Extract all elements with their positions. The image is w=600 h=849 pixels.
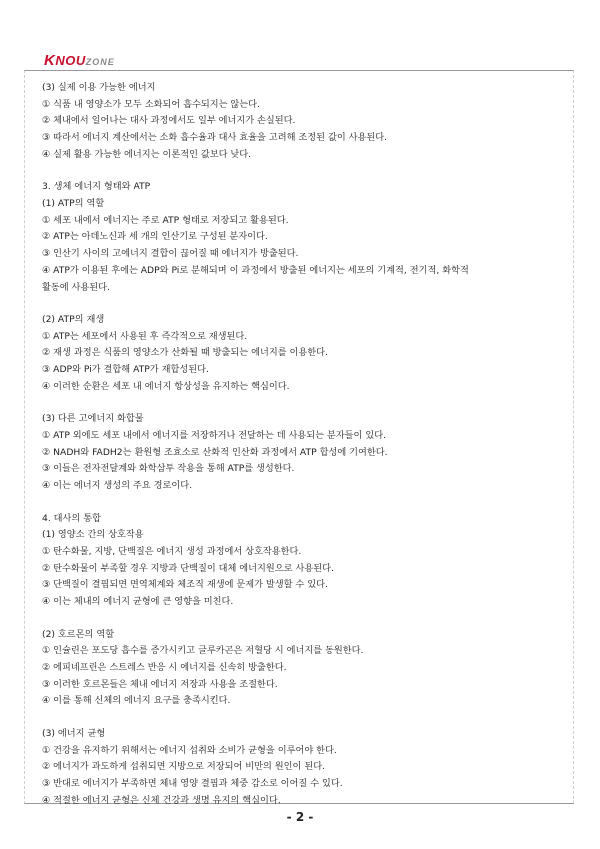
- text-line: ④ 이는 체내의 에너지 균형에 큰 영향을 미친다.: [42, 596, 234, 608]
- page-number: - 2 -: [286, 810, 314, 824]
- text-line: ③ ADP와 Pi가 결합해 ATP가 재합성된다.: [42, 364, 209, 376]
- text-line: ③ 반대로 에너지가 부족하면 체내 영양 결핍과 체중 감소로 이어질 수 있다.: [42, 778, 343, 790]
- paragraph-gap: [42, 164, 562, 180]
- text-line: ② 체내에서 일어나는 대사 과정에서도 일부 에너지가 손실된다.: [42, 115, 296, 127]
- text-line: 4. 대사의 통합: [42, 512, 101, 524]
- text-line: ④ ATP가 이용된 후에는 ADP와 Pi로 분해되며 이 과정에서 방출된 에너지는 세포의 기계적, 전기적, 화학적: [42, 264, 469, 276]
- text-line: ② 에피네프린은 스트레스 반응 시 에너지를 신속히 방출한다.: [42, 662, 287, 674]
- text-line: ② ATP는 아데노신과 세 개의 인산기로 구성된 분자이다.: [42, 231, 268, 243]
- text-line: (1) ATP의 역할: [42, 198, 105, 210]
- text-line: (3) 실제 이용 가능한 에너지: [42, 82, 156, 93]
- text-line: ③ 인산기 사이의 고에너지 결합이 끊어질 때 에너지가 방출된다.: [42, 248, 299, 260]
- text-line: (2) ATP의 재생: [42, 314, 105, 326]
- text-line: ③ 이들은 전자전달계와 화학삼투 작용을 통해 ATP를 생성한다.: [42, 463, 295, 475]
- logo-text-zone: ZONE: [85, 57, 115, 67]
- text-line: ① 건강을 유지하기 위해서는 에너지 섭취와 소비가 균형을 이루어야 한다.: [42, 744, 337, 756]
- text-line: ③ 따라서 에너지 계산에서는 소화 흡수율과 대사 효율을 고려해 조정된 값이 사용된다.: [42, 132, 388, 144]
- text-line: ④ 이러한 순환은 세포 내 에너지 항상성을 유지하는 핵심이다.: [42, 380, 290, 392]
- text-line: ④ 이를 통해 신체의 에너지 요구를 충족시킨다.: [42, 695, 231, 707]
- text-line: ② 에너지가 과도하게 섭취되면 지방으로 저장되어 비만의 원인이 된다.: [42, 761, 326, 773]
- paragraph-gap: [42, 396, 562, 412]
- text-line: (3) 다른 고에너지 화합물: [42, 413, 144, 425]
- text-line: ② NADH와 FADH2는 환원형 조효소로 산화적 인산화 과정에서 ATP 합성에 기여한다.: [42, 446, 388, 458]
- text-line: ① ATP 외에도 세포 내에서 에너지를 저장하거나 전달하는 데 사용되는 분자들이 있다.: [42, 430, 387, 442]
- document-body: [42, 80, 562, 810]
- text-line: ④ 이는 에너지 생성의 주요 경로이다.: [42, 480, 193, 492]
- text-line: ② 재생 과정은 식품의 영양소가 산화될 때 방출되는 에너지를 이용한다.: [42, 347, 328, 359]
- text-line: ④ 적절한 에너지 균형은 신체 건강과 생명 유지의 핵심이다.: [42, 794, 281, 806]
- text-line: ① 식품 내 영양소가 모두 소화되어 흡수되지는 않는다.: [42, 98, 260, 110]
- text-line: 3. 생체 에너지 형태와 ATP: [42, 181, 151, 193]
- text-line: ① ATP는 세포에서 사용된 후 즉각적으로 재생된다.: [42, 330, 248, 342]
- text-line: (3) 에너지 균형: [42, 727, 106, 739]
- logo-letter-k: K: [44, 52, 56, 69]
- paragraph-gap: [42, 710, 562, 726]
- text-line: (1) 영양소 간의 상호작용: [42, 529, 144, 541]
- text-line: ③ 이러한 호르몬들은 체내 에너지 저장과 사용을 조절한다.: [42, 678, 278, 690]
- logo-text-nou: NOU: [55, 53, 86, 68]
- paragraph-gap: [42, 611, 562, 627]
- text-line: (2) 호르몬의 역할: [42, 628, 115, 640]
- text-line: ② 탄수화물이 부족할 경우 지방과 단백질이 대체 에너지원으로 사용된다.: [42, 562, 334, 574]
- text-line: ① 탄수화물, 지방, 단백질은 에너지 생성 과정에서 상호작용한다.: [42, 546, 302, 558]
- paragraph-gap: [42, 296, 562, 312]
- paragraph-gap: [42, 495, 562, 511]
- knouzone-logo: [44, 52, 115, 69]
- text-line: ① 인슐린은 포도당 흡수를 증가시키고 글루카곤은 저혈당 시 에너지를 동원한다.: [42, 645, 364, 657]
- text-line: ④ 실제 활용 가능한 에너지는 이론적인 값보다 낮다.: [42, 148, 252, 160]
- text-line: ① 세포 내에서 에너지는 주로 ATP 형태로 저장되고 활용된다.: [42, 214, 289, 226]
- text-line: ③ 단백질이 결핍되면 면역체계와 체조직 재생에 문제가 발생할 수 있다.: [42, 579, 328, 591]
- text-line: 활동에 사용된다.: [42, 281, 110, 293]
